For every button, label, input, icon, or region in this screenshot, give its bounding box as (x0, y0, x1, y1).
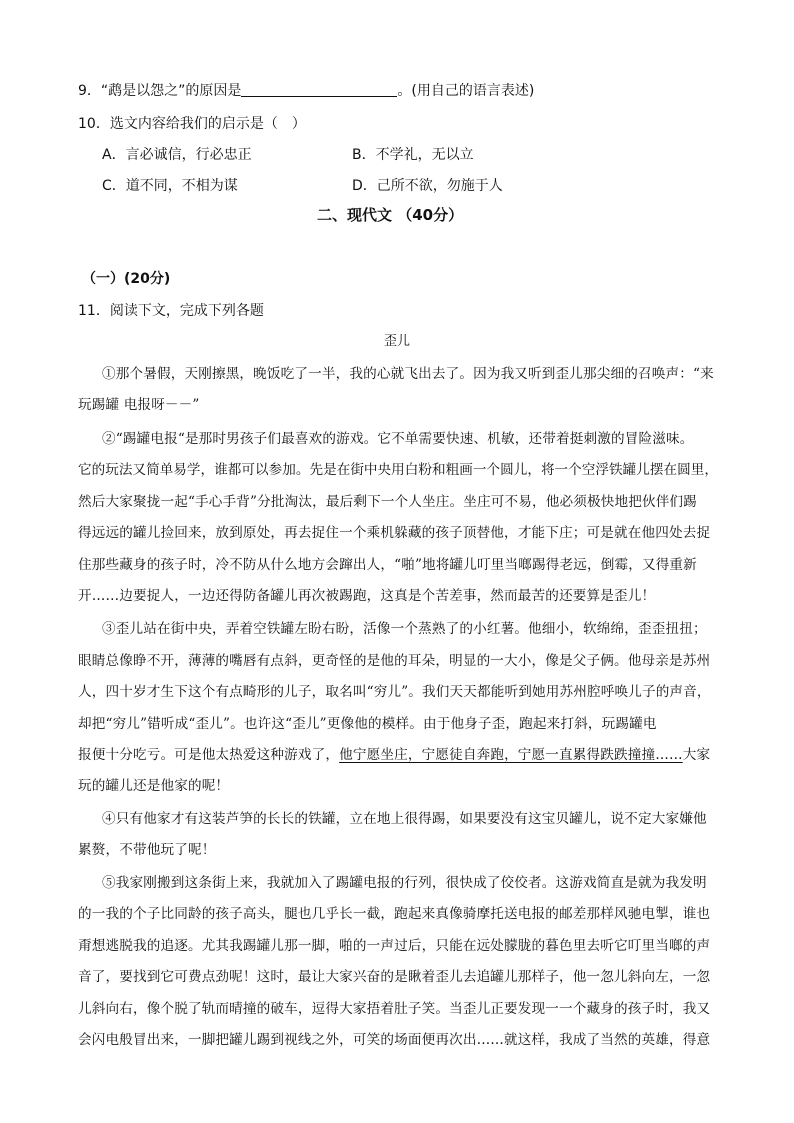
question-10-stem: 10．选文内容给我们的启示是（ ） (78, 116, 306, 132)
article-line-14: 玩的罐儿还是他家的呢！ (78, 778, 230, 794)
article-line-8: 开……边要捉人，一边还得防备罐儿再次被踢跑，这真是个苦差事，然而最苦的还要算是歪儿！ (78, 588, 656, 604)
option-a: A．言必诚信，行必忠正 (102, 147, 252, 163)
article-line-11: 人，四十岁才生下这个有点畸形的儿子，取名叫“穷儿”。我们天天都能听到她用苏州腔呼唤儿子的声音， (78, 684, 711, 700)
answer-blank[interactable] (241, 82, 397, 97)
article-line-21: 儿斜向右，像个脱了轨而晴撞的破车，逗得大家捂着肚子笑。当歪儿正要发现一一个藏身的孩子时，我又 (78, 1001, 711, 1017)
article-title: 歪儿 (384, 334, 411, 349)
article-line-22: 会闪电般冒出来，一脚把罐儿踢到视线之外，可笑的场面便再次出……就这样，我成了当然的英雄，得意 (78, 1032, 711, 1048)
option-d: D．己所不欲，勿施于人 (352, 178, 503, 194)
q9-suffix: 。(用自己的语言表述) (397, 83, 535, 99)
article-line-3: ②“踢罐电报“是那时男孩子们最喜欢的游戏。它不单需要快速、机敏，还带着挺刺激的冒险滋味。 (102, 431, 694, 447)
article-line-1: ①那个暑假，天刚擦黑，晚饭吃了一半，我的心就飞出去了。因为我又听到歪儿那尖细的召唤声：“来 (102, 366, 714, 382)
line-13-end: 大家 (682, 747, 711, 763)
article-line-7: 住那些藏身的孩子时，冷不防从什么地方会蹿出人，“啪”地将罐儿叮里当啷踢得老远，倒霉，又得重新 (78, 557, 697, 573)
q9-prefix: 9．“鹉是以怨之”的原因是 (78, 83, 242, 99)
subsection-title: （一）(20分) (82, 271, 171, 287)
article-line-13 (78, 746, 710, 764)
article-line-15: ④只有他家才有这装芦笋的长长的铁罐，立在地上很得踢，如果要没有这宝贝罐儿，说不定大家嫌他 (102, 811, 707, 827)
article-line-9: ③歪儿站在街中央，弄着空铁罐左盼右盼，活像一个蒸熟了的小红薯。他细小，软绵绵，歪歪扭扭； (102, 621, 707, 637)
underlined-sentence: 他宁愿坐庄，宁愿徒自奔跑，宁愿一直累得跌跌撞撞…… (339, 747, 683, 763)
article-line-12: 却把“穷儿”错听成“歪儿”。也许这“歪儿”更像他的模样。由于他身子歪，跑起来打斜，玩踢罐电 (78, 716, 657, 732)
article-line-16: 累赘，不带他玩了呢！ (78, 842, 216, 858)
article-line-19: 甭想逃脱我的追逐。尤其我踢罐儿那一脚，啪的一声过后，只能在远处朦胧的暮色里去听它叮里当啷的声 (78, 938, 711, 954)
option-b: B．不学礼，无以立 (352, 147, 474, 163)
article-line-4: 它的玩法又简单易学，谁都可以参加。先是在街中央用白粉和粗画一个圆儿，将一个空浮铁罐儿摆在圆里， (78, 462, 718, 478)
article-line-6: 得远远的罐儿捡回来，放到原处，再去捉住一个乘机躲藏的孩子顶替他，才能下庄；可是就在他四处去捉 (78, 525, 711, 541)
section-title: 二、现代文 （40分） (317, 206, 464, 224)
line-13-start: 报便十分吃亏。可是他太热爱这种游戏了， (78, 747, 340, 763)
article-line-20: 音了，要找到它可费点劲呢！这时，最让大家兴奋的是瞅着歪儿去追罐儿那样子，他一忽儿斜向左，一忽 (78, 969, 711, 985)
article-line-2: 玩踢罐 电报呀－－” (78, 397, 200, 413)
article-line-10: 眼睛总像睁不开，薄薄的嘴唇有点斜，更奇怪的是他的耳朵，明显的一大小，像是父子俩。他母亲是苏州 (78, 653, 711, 669)
article-line-5: 然后大家聚拢一起“手心手背”分批淘汰，最后剩下一个人坐庄。坐庄可不易，他必须极快地把伙伴们踢 (78, 494, 697, 510)
question-9 (78, 82, 534, 100)
question-11: 11．阅读下文，完成下列各题 (78, 303, 264, 319)
article-line-17: ⑤我家刚搬到这条街上来，我就加入了踢罐电报的行列，很快成了佼佼者。这游戏简直是就为我发明 (102, 875, 707, 891)
article-line-18: 的一我的个子比同龄的孩子高头，腿也几乎长一截，跑起来真像骑摩托送电报的邮差那样风驰电掣，谁也 (78, 906, 711, 922)
option-c: C．道不同，不相为谋 (102, 178, 238, 194)
